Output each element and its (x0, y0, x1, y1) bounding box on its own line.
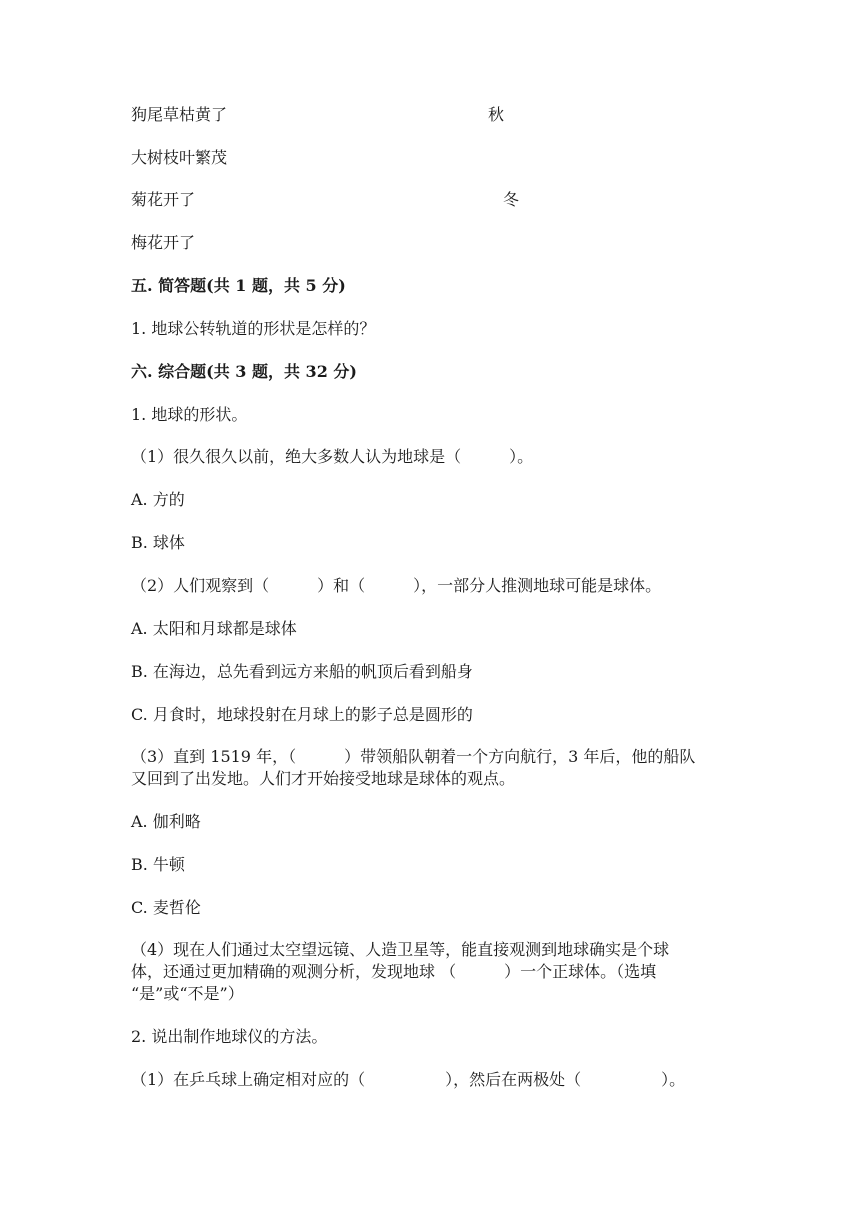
section6-q1-part2: （2）人们观察到（ ）和（ ），一部分人推测地球可能是球体。 (131, 576, 662, 595)
section5-heading: 五. 简答题(共 1 题，共 5 分) (131, 276, 346, 295)
match-right-item-1: 秋 (488, 105, 505, 124)
q1-part3-option-c: C. 麦哲伦 (131, 898, 201, 917)
section5-question-1: 1. 地球公转轨道的形状是怎样的？ (131, 319, 376, 338)
section6-q1-part4-line1: （4）现在人们通过太空望远镜、人造卫星等，能直接观测到地球确实是个球 (131, 940, 670, 959)
match-left-item-4: 梅花开了 (131, 233, 196, 252)
match-left-item-1: 狗尾草枯黄了 (131, 105, 228, 124)
match-left-item-2: 大树枝叶繁茂 (131, 148, 228, 167)
section6-q1-part3-line1: （3）直到 1519 年，（ ）带领船队朝着一个方向航行，3 年后，他的船队 (131, 747, 696, 766)
q1-part1-option-a: A. 方的 (131, 490, 185, 509)
section6-q1-title: 1. 地球的形状。 (131, 405, 248, 424)
section6-q1-part1: （1）很久很久以前，绝大多数人认为地球是（ ）。 (131, 447, 534, 466)
section6-q1-part4-line3: “是”或“不是”） (131, 984, 244, 1003)
q1-part1-option-b: B. 球体 (131, 533, 185, 552)
q1-part2-option-b: B. 在海边，总先看到远方来船的帆顶后看到船身 (131, 662, 473, 681)
q1-part2-option-a: A. 太阳和月球都是球体 (131, 619, 297, 638)
section6-q1-part4-line2: 体，还通过更加精确的观测分析，发现地球 （ ）一个正球体。（选填 (131, 962, 657, 981)
match-right-item-2: 冬 (503, 190, 520, 209)
section6-heading: 六. 综合题(共 3 题，共 32 分) (131, 362, 357, 381)
section6-q2-title: 2. 说出制作地球仪的方法。 (131, 1027, 328, 1046)
section6-q2-part1: （1）在乒乓球上确定相对应的（ ），然后在两极处（ ）。 (131, 1070, 686, 1089)
match-left-item-3: 菊花开了 (131, 190, 196, 209)
q1-part2-option-c: C. 月食时，地球投射在月球上的影子总是圆形的 (131, 705, 473, 724)
section6-q1-part3-line2: 又回到了出发地。人们才开始接受地球是球体的观点。 (131, 769, 516, 788)
q1-part3-option-a: A. 伽利略 (131, 812, 201, 831)
q1-part3-option-b: B. 牛顿 (131, 855, 185, 874)
